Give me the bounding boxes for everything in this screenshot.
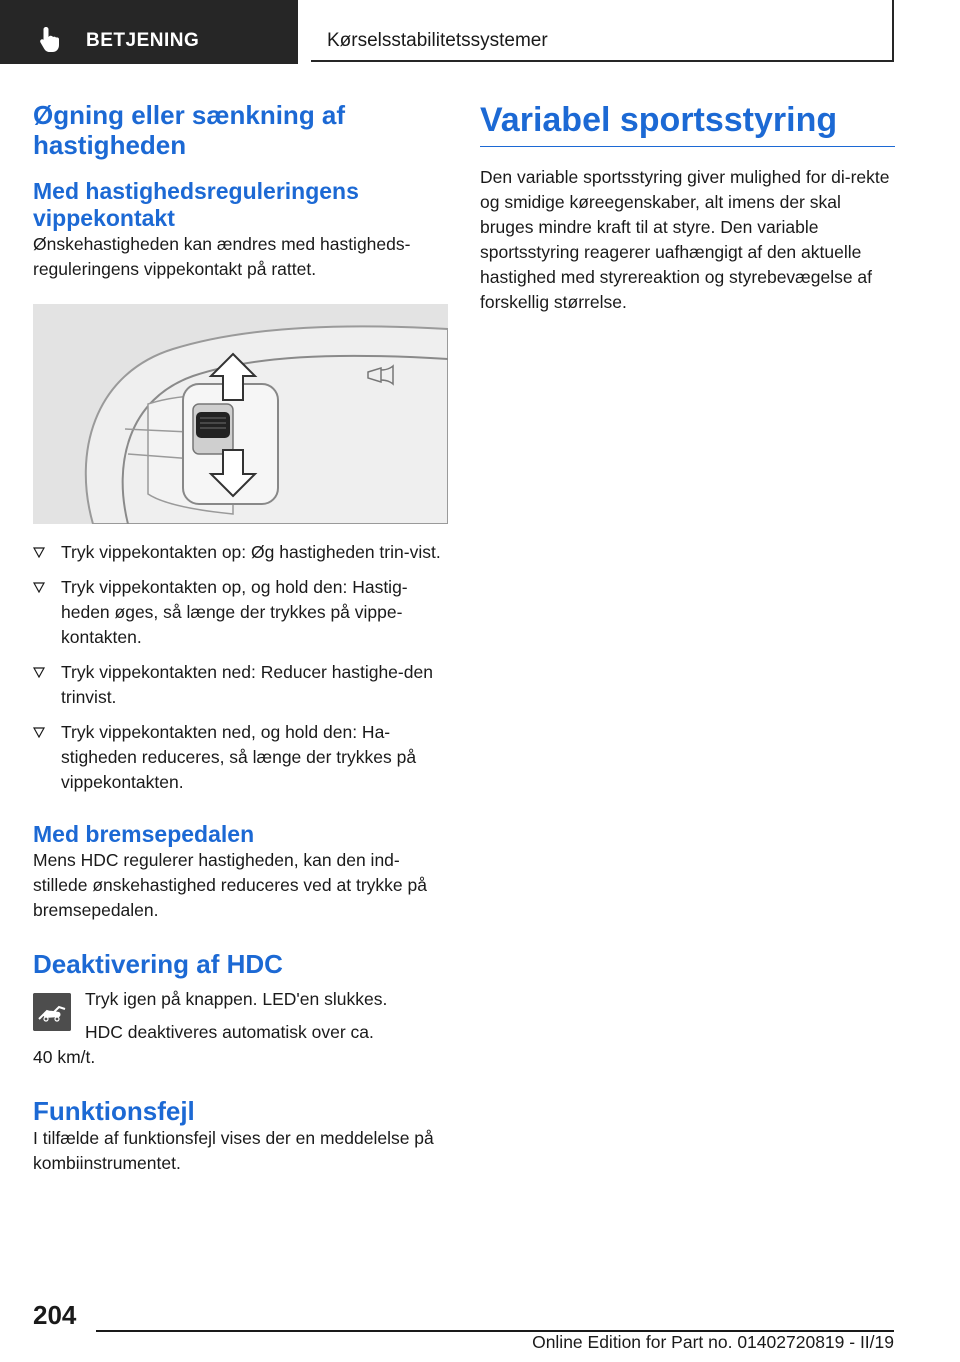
heading-rocker-switch: Med hastighedsreguleringens vippekontakt xyxy=(33,178,359,231)
list-item: Tryk vippekontakten ned: Reducer hastighe-den trinvist. xyxy=(33,660,448,710)
steering-wheel-drawing xyxy=(33,304,448,524)
hdc-button-icon xyxy=(33,993,71,1031)
heading-variable-sport-steering: Variabel sportsstyring xyxy=(480,100,895,147)
page-number: 204 xyxy=(33,1300,77,1330)
footer-edition: Online Edition for Part no. 01402720819 - II/19 xyxy=(532,1332,894,1352)
step-list xyxy=(33,540,448,795)
list-triangle-icon xyxy=(33,546,45,558)
sport-steering-paragraph: Den variable sportsstyring giver mulighed for di-rekte og smidige køreegenskaber, alt imens der skal bruges mindre kraft til at styre. Den variable sportsstyring reagerer uafhængigt af den aktuelle hastighed med styrereaktion og styrebevægelse af forskellig størrelse. xyxy=(480,167,890,312)
list-item: Tryk vippekontakten ned, og hold den: Ha-stigheden reduceres, så længe der trykkes på vippekontakten. xyxy=(33,720,448,795)
left-column xyxy=(33,100,448,1176)
list-triangle-icon xyxy=(33,581,45,593)
section-title: BETJENING xyxy=(86,30,200,51)
section-tab xyxy=(0,0,298,64)
list-item: Tryk vippekontakten op, og hold den: Hastig-heden øges, så længe der trykkes på vippe-kontakten. xyxy=(33,575,448,650)
hdc-line-3: 40 km/t. xyxy=(33,1047,96,1067)
chapter-title: Kørselsstabilitetssystemer xyxy=(327,30,548,51)
brake-paragraph: Mens HDC regulerer hastigheden, kan den ind-stillede ønskehastighed reduceres ved at trykke på bremsepedalen. xyxy=(33,850,427,920)
intro-paragraph: Ønskehastigheden kan ændres med hastigheds-reguleringens vippekontakt på rattet. xyxy=(33,234,411,279)
chapter-header xyxy=(311,0,894,62)
hdc-line-2: HDC deaktiveres automatisk over ca. xyxy=(85,1022,374,1042)
hdc-instruction xyxy=(33,987,448,1070)
steering-wheel-illustration xyxy=(33,304,448,524)
list-triangle-icon xyxy=(33,726,45,738)
hdc-line-1: Tryk igen på knappen. LED'en slukkes. xyxy=(85,989,388,1009)
heading-speed-change: Øgning eller sænkning af hastigheden xyxy=(33,100,346,160)
heading-malfunction: Funktionsfejl xyxy=(33,1096,195,1126)
malfunction-paragraph: I tilfælde af funktionsfejl vises der en meddelelse på kombiinstrumentet. xyxy=(33,1128,434,1173)
list-triangle-icon xyxy=(33,666,45,678)
hand-pointer-icon xyxy=(36,24,66,54)
heading-brake-pedal: Med bremsepedalen xyxy=(33,821,255,847)
heading-deactivate-hdc: Deaktivering af HDC xyxy=(33,949,283,979)
right-column xyxy=(480,100,895,315)
list-item: Tryk vippekontakten op: Øg hastigheden trin-vist. xyxy=(33,540,448,565)
